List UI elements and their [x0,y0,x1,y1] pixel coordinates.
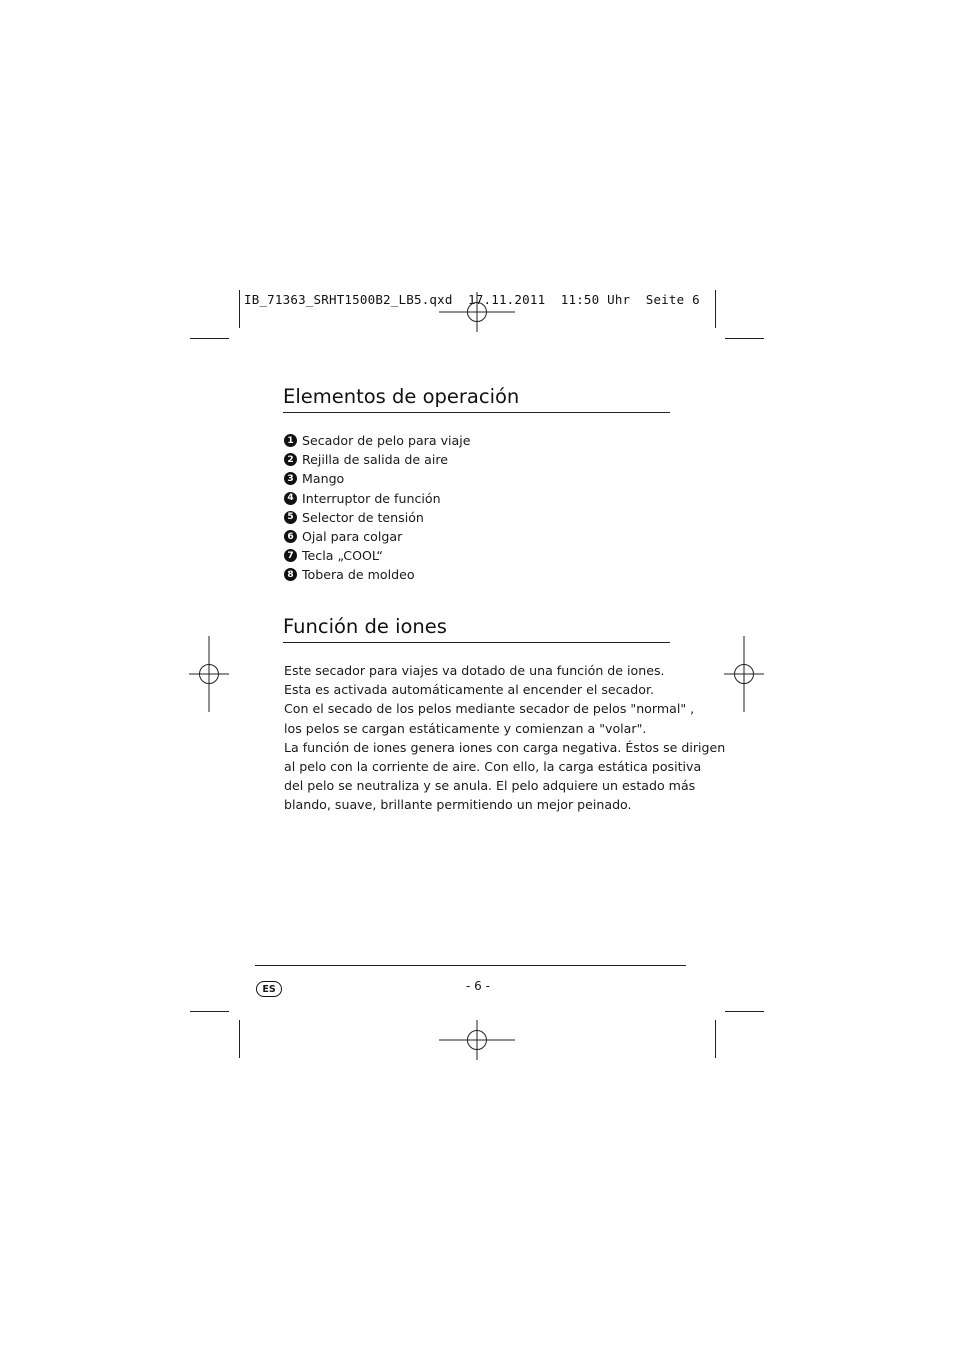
list-item-label: Rejilla de salida de aire [302,452,448,468]
paragraph-line: al pelo con la corriente de aire. Con ello, la carga estática positiva [284,758,702,774]
list-item-label: Mango [302,471,345,487]
list-item [284,527,471,546]
list-item-label: Selector de tensión [302,509,424,525]
file-slug: IB_71363_SRHT1500B2_LB5.qxd 17.11.2011 11:50 Uhr Seite 6 [244,292,700,307]
crop-mark [725,338,764,339]
section-title-ion-function: Función de iones [283,615,447,638]
paragraph-line: Con el secado de los pelos mediante secador de pelos "normal" , [284,701,695,717]
crop-mark [715,290,716,328]
registration-mark-icon [706,636,782,712]
item-number-badge: 8 [284,568,297,581]
crop-mark [190,1011,229,1012]
item-number-badge: 2 [284,453,297,466]
ion-function-paragraph [284,661,726,815]
crop-mark [715,1020,716,1058]
paragraph-line: los pelos se cargan estáticamente y comienzan a "volar". [284,720,647,736]
registration-mark-icon [439,1002,515,1078]
list-item [284,508,471,527]
list-item-label: Tobera de moldeo [302,567,415,583]
crop-mark [239,290,240,328]
list-item-label: Tecla „COOL“ [302,548,383,564]
paragraph-line: Este secador para viajes va dotado de una función de iones. [284,663,665,678]
registration-mark-icon [439,274,515,350]
list-item-label: Secador de pelo para viaje [302,433,471,449]
title-underline [283,412,670,413]
list-item-label: Interruptor de función [302,490,441,506]
paragraph-line: Esta es activada automáticamente al encender el secador. [284,682,654,698]
item-number-badge: 5 [284,511,297,524]
paragraph-line: del pelo se neutraliza y se anula. El pelo adquiere un estado más [284,778,696,794]
section-title-operating-elements: Elementos de operación [283,385,520,408]
crop-mark [725,1011,764,1012]
list-item [284,546,471,565]
item-number-badge: 1 [284,434,297,447]
footer-rule [255,965,686,966]
list-item [284,489,471,508]
language-badge: ES [256,981,282,997]
paragraph-line: La función de iones genera iones con carga negativa. Éstos se dirigen [284,739,726,755]
title-underline [283,642,670,643]
crop-mark [190,338,229,339]
operating-elements-list [284,431,471,585]
list-item [284,431,471,450]
item-number-badge: 6 [284,530,297,543]
list-item [284,565,471,584]
paragraph-line: blando, suave, brillante permitiendo un mejor peinado. [284,797,632,813]
list-item [284,450,471,469]
registration-mark-icon [171,636,247,712]
item-number-badge: 3 [284,472,297,485]
list-item-label: Ojal para colgar [302,529,403,545]
list-item [284,469,471,488]
page-number: - 6 - [466,979,490,993]
crop-mark [239,1020,240,1058]
item-number-badge: 4 [284,492,297,505]
item-number-badge: 7 [284,549,297,562]
